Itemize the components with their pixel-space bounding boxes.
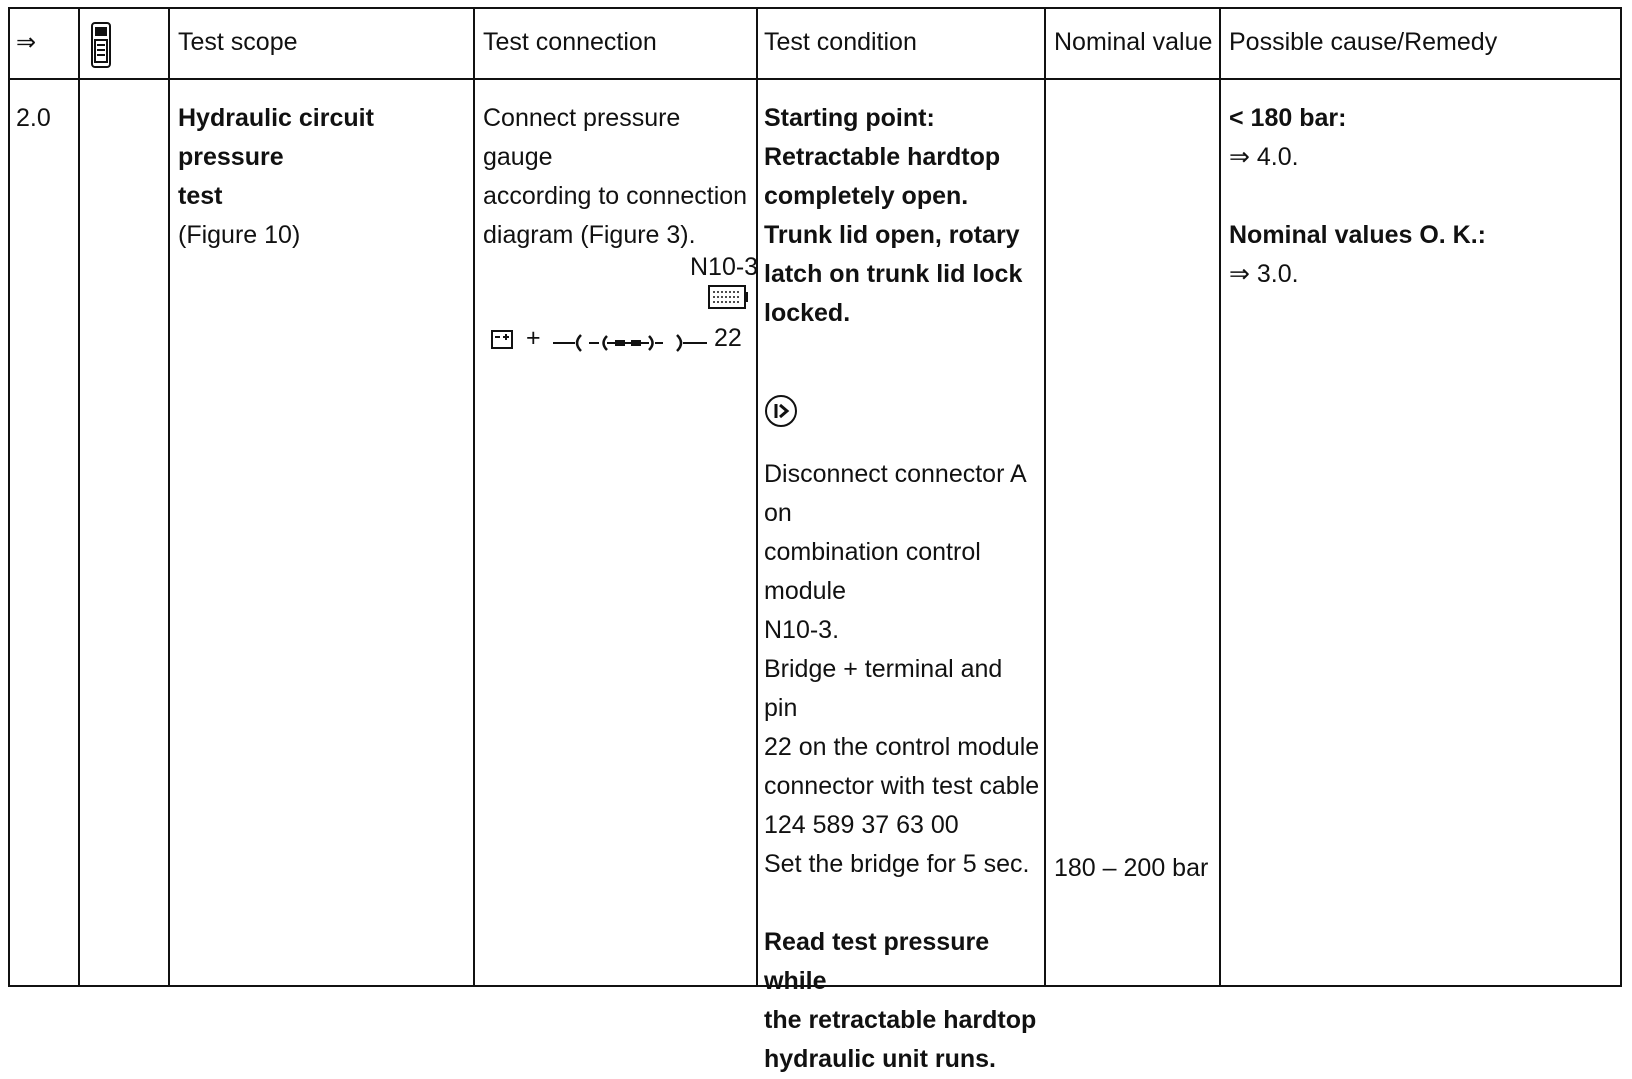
ignition-off-icon	[764, 394, 798, 428]
column-divider	[1044, 9, 1046, 985]
remedy-low-label: < 180 bar:	[1229, 104, 1347, 132]
scope-title-line: test	[178, 182, 223, 210]
scope-title-line: Hydraulic circuit pressure	[178, 104, 374, 171]
condition-line: 124 589 37 63 00	[764, 811, 959, 839]
condition-line: Set the bridge for 5 sec.	[764, 850, 1030, 878]
test-scope	[178, 99, 468, 255]
header-nominal-value: Nominal value	[1054, 28, 1213, 56]
test-condition-steps	[764, 455, 1042, 1079]
condition-line: combination control module	[764, 538, 981, 605]
header-test-connection: Test connection	[483, 28, 657, 56]
control-module-icon	[707, 283, 749, 311]
battery-icon	[490, 324, 514, 348]
condition-line: latch on trunk lid lock	[764, 260, 1023, 288]
test-cable-icon	[551, 327, 709, 349]
header-possible-cause: Possible cause/Remedy	[1229, 28, 1498, 56]
condition-line: 22 on the control module	[764, 733, 1040, 761]
step-number: 2.0	[16, 104, 51, 132]
condition-line: Starting point:	[764, 104, 935, 132]
condition-line: completely open.	[764, 182, 969, 210]
test-connection	[483, 99, 753, 255]
column-divider	[168, 9, 170, 985]
header-test-scope: Test scope	[178, 28, 298, 56]
condition-line: N10-3.	[764, 616, 840, 644]
column-divider	[756, 9, 758, 985]
pin-number: 22	[714, 324, 742, 352]
condition-line: Disconnect connector A on	[764, 460, 1026, 527]
remedy-ok-label: Nominal values O. K.:	[1229, 221, 1487, 249]
connection-line: according to connection	[483, 182, 748, 210]
spacer	[764, 884, 1042, 923]
wire-plus: +	[526, 324, 541, 352]
remedy-ok-action: ⇒ 3.0.	[1229, 260, 1299, 288]
test-condition	[764, 99, 1042, 333]
condition-line: hydraulic unit runs.	[764, 1045, 996, 1073]
spacer	[1229, 177, 1609, 216]
condition-line: Trunk lid open, rotary	[764, 221, 1020, 249]
column-divider	[1219, 9, 1221, 985]
header-test-condition: Test condition	[764, 28, 917, 56]
header-arrow: ⇒	[16, 29, 37, 56]
test-table	[8, 7, 1622, 1073]
remedy-low-action: ⇒ 4.0.	[1229, 143, 1299, 171]
tester-icon	[90, 21, 112, 69]
nominal-value: 180 – 200 bar	[1054, 854, 1209, 882]
module-label: N10-3	[690, 253, 759, 281]
possible-cause	[1229, 99, 1609, 294]
column-divider	[78, 9, 80, 985]
condition-line: connector with test cable	[764, 772, 1040, 800]
condition-line: locked.	[764, 299, 851, 327]
condition-line: Bridge + terminal and pin	[764, 655, 1003, 722]
condition-line: Retractable hardtop	[764, 143, 1001, 171]
condition-line: Read test pressure while	[764, 928, 990, 995]
header-divider	[10, 78, 1620, 80]
connection-line: Connect pressure gauge	[483, 104, 681, 171]
condition-line: the retractable hardtop	[764, 1006, 1037, 1034]
scope-figure-ref: (Figure 10)	[178, 221, 301, 249]
connection-line: diagram (Figure 3).	[483, 221, 696, 249]
column-divider	[473, 9, 475, 985]
